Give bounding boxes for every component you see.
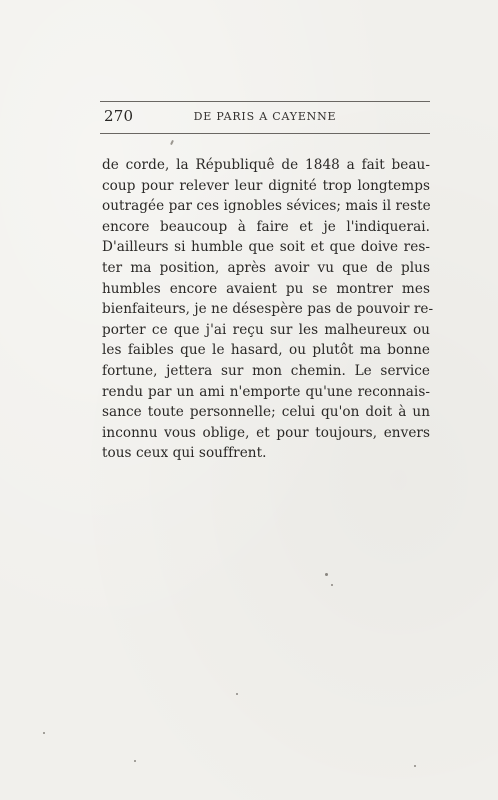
paper-speck [325,573,328,576]
text-line: outragée par ces ignobles sévices; mais il reste [102,198,431,215]
text-line: coup pour relever leur dignité trop longtemps [102,177,430,194]
text-line: les faibles que le hasard, ou plutôt ma bonne [102,342,430,359]
text-line: tous ceux qui souffrent. [102,445,267,462]
text-line: bienfaiteurs, je ne désespère pas de pouvoir re- [102,301,434,318]
page-number: 270 [104,107,134,125]
text-line: inconnu vous oblige, et pour toujours, envers [102,424,430,441]
header-top-rule [100,101,430,102]
paper-speck [331,584,333,586]
paper-speck [43,732,45,734]
text-line: encore beaucoup à faire et je l'indiquerai. [102,218,430,235]
text-line: sance toute personnelle; celui qu'on doit à un [102,404,430,421]
paper-speck [170,140,174,145]
text-line: humbles encore avaient pu se montrer mes [102,280,430,297]
text-line: de corde, la Républiquê de 1848 a fait beau- [102,157,430,173]
text-line: porter ce que j'ai reçu sur les malheureux ou [102,321,430,338]
text-line: D'ailleurs si humble que soit et que doive res- [102,239,430,256]
paper-speck [414,765,416,767]
paper-speck [134,760,136,762]
text-line: ter ma position, après avoir vu que de plus [102,259,430,276]
text-line: fortune, jettera sur mon chemin. Le service [102,362,430,379]
text-line: rendu par un ami n'emporte qu'une reconnais- [102,383,430,400]
running-title: DE PARIS A CAYENNE [193,110,337,123]
paper-speck [236,693,238,695]
header-bottom-rule [100,133,430,134]
body-paragraph [102,155,434,464]
